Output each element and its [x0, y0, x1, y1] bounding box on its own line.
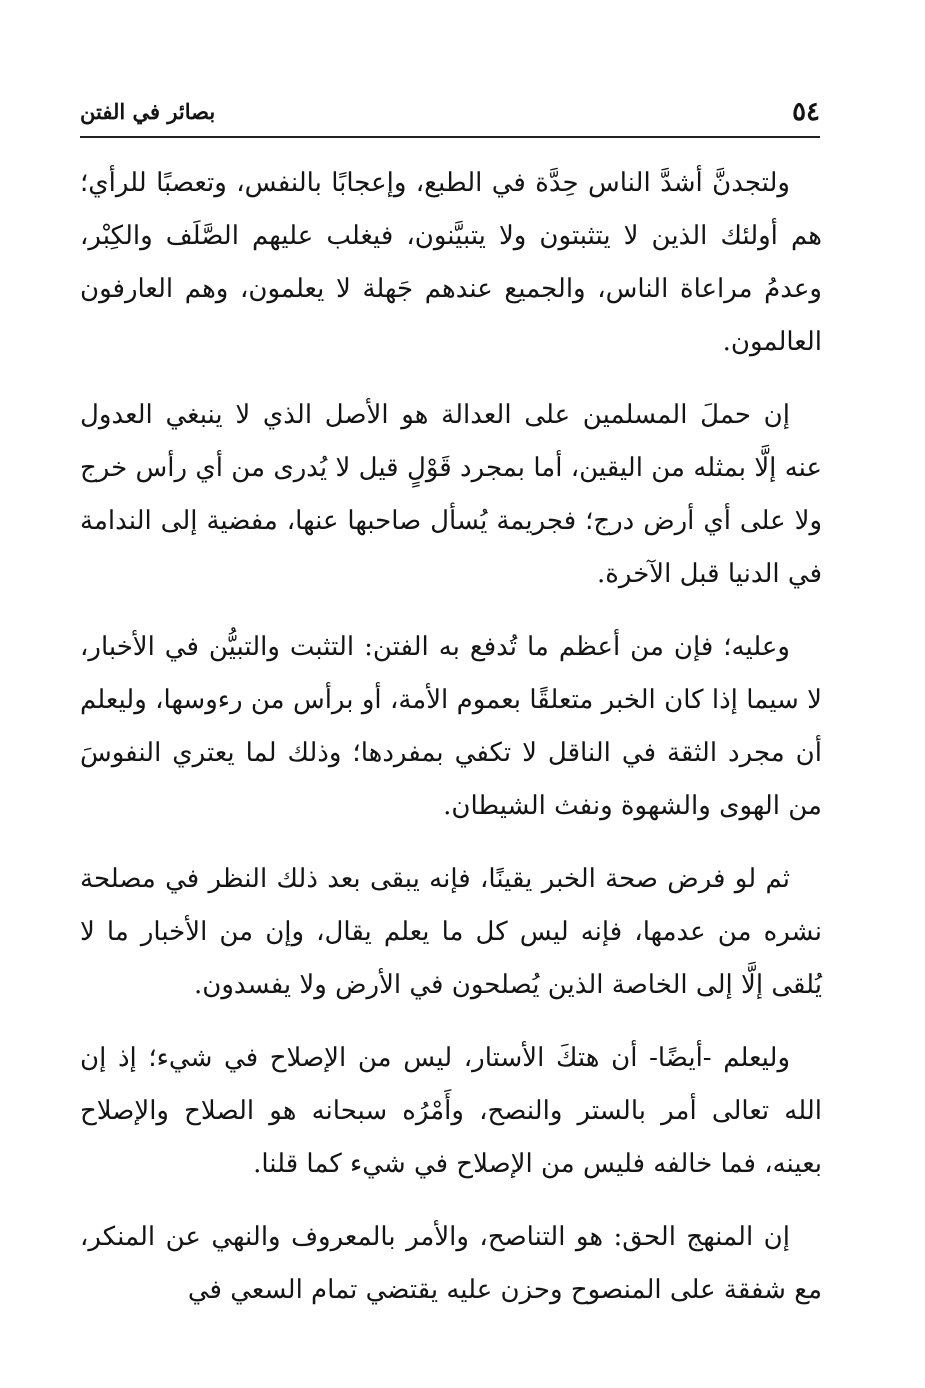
body-text: [80, 157, 822, 1337]
paragraph-4: ثم لو فرض صحة الخبر يقينًا، فإنه يبقى بعد ذلك النظر في مصلحة نشره من عدمها، فإنه ليس كل ما يعلم يقال، وإن من الأخبار ما لا يُلقى إلَّا إلى الخاصة الذين يُصلحون في الأرض ولا يفسدون.: [80, 864, 822, 1000]
paragraph-6: إن المنهج الحق: هو التناصح، والأمر بالمعروف والنهي عن المنكر، مع شفقة على المنصوح وحزن عليه يقتضي تمام السعي في: [80, 1222, 822, 1305]
paragraph-3: وعليه؛ فإن من أعظم ما تُدفع به الفتن: التثبت والتبيُّن في الأخبار، لا سيما إذا كان الخبر متعلقًا بعموم الأمة، أو برأس من رءوسها، وليعلم أن مجرد الثقة في الناقل لا تكفي بمفردها؛ وذلك لما يعتري النفوسَ من الهوى والشهوة ونفث الشيطان.: [80, 632, 822, 821]
running-header: [80, 92, 820, 132]
page-number: ٥٤: [792, 97, 820, 127]
paragraph-5: وليعلم -أيضًا- أن هتكَ الأستار، ليس من الإصلاح في شيء؛ إذ إن الله تعالى أمر بالستر والنصح، وأَمْرُه سبحانه هو الصلاح والإصلاح بعينه، فما خالفه فليس من الإصلاح في شيء كما قلنا.: [80, 1043, 822, 1179]
header-divider: [80, 136, 820, 138]
running-title: بصائر في الفتن: [80, 99, 216, 124]
paragraph-2: إن حملَ المسلمين على العدالة هو الأصل الذي لا ينبغي العدول عنه إلَّا بمثله من اليقين، أما بمجرد قَوْلٍ قيل لا يُدرى من أي رأس خرج ولا على أي أرض درج؛ فجريمة يُسأل صاحبها عنها، مفضية إلى الندامة في الدنيا قبل الآخرة.: [80, 400, 823, 589]
paragraph-1: ولتجدنَّ أشدَّ الناس حِدَّة في الطبع، وإعجابًا بالنفس، وتعصبًا للرأي؛ هم أولئك الذين لا يتثبتون ولا يتبيَّنون، فيغلب عليهم الصَّلَف والكِبْر، وعدمُ مراعاة الناس، والجميع عندهم جَهلة لا يعلمون، وهم العارفون العالمون.: [80, 168, 822, 357]
